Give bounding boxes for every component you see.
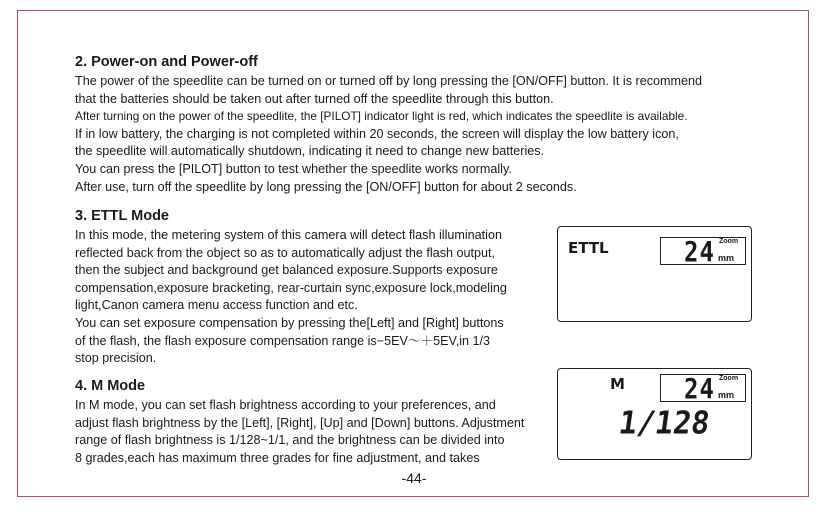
- body-line: You can set exposure compensation by pressing the[Left] and [Right] buttons: [75, 315, 504, 330]
- section-heading-m: 4. M Mode: [75, 378, 146, 394]
- body-line: of the flash, the flash exposure compensation range is−5EV～＋5EV,in 1/3: [75, 333, 491, 348]
- body-line: the speedlite will automatically shutdown, indicating it need to change new batteries.: [75, 144, 545, 159]
- lcd-display-ettl: [557, 226, 752, 322]
- body-line: The power of the speedlite can be turned on or turned off by long pressing the [ON/OFF] button. It is recommend: [75, 74, 703, 88]
- page-number: -44-: [401, 470, 427, 486]
- body-line: light,Canon camera menu access function and etc.: [75, 298, 358, 313]
- body-line: You can press the [PILOT] button to test whether the speedlite works normally.: [75, 161, 512, 176]
- lcd-zoom-unit: mm: [718, 253, 735, 263]
- section-heading-power: 2. Power-on and Power-off: [75, 54, 258, 70]
- body-line: After turning on the power of the speedlite, the [PILOT] indicator light is red, which indicates the speedlite is available.: [75, 109, 688, 124]
- section-body-power: [75, 73, 702, 196]
- lcd-flash-power: 1/128: [616, 405, 712, 442]
- body-line: reflected back from the object so as to automatically adjust the flash output,: [75, 245, 496, 260]
- section-body-ettl: [75, 227, 507, 368]
- lcd-zoom-value: 24: [684, 235, 715, 269]
- lcd-display-manual: [557, 368, 752, 460]
- lcd-zoom-unit: mm: [718, 390, 735, 400]
- lcd-mode-label: ETTL: [568, 239, 609, 257]
- body-line: adjust flash brightness by the [Left], [Right], [Up] and [Down] buttons. Adjustment: [75, 415, 525, 430]
- lcd-zoom-label: Zoom: [719, 238, 739, 245]
- section-heading-ettl: 3. ETTL Mode: [75, 208, 169, 224]
- body-line: stop precision.: [75, 351, 157, 366]
- lcd-zoom-value: 24: [684, 372, 715, 406]
- body-line: 8 grades,each has maximum three grades for fine adjustment, and takes: [75, 450, 480, 465]
- lcd-zoom-label: Zoom: [719, 375, 739, 382]
- body-line: compensation,exposure bracketing, rear-curtain sync,exposure lock,modeling: [75, 280, 507, 295]
- body-line: In this mode, the metering system of this camera will detect flash illumination: [75, 228, 502, 242]
- body-line: then the subject and background get balanced exposure.Supports exposure: [75, 263, 498, 278]
- body-line: In M mode, you can set flash brightness according to your preferences, and: [75, 398, 496, 412]
- body-line: If in low battery, the charging is not completed within 20 seconds, the screen will display the low battery icon,: [75, 126, 679, 141]
- section-body-m: [75, 397, 524, 467]
- body-line: range of flash brightness is 1/128~1/1, and the brightness can be divided into: [75, 433, 505, 448]
- body-line: that the batteries should be taken out after turned off the speedlite through this button.: [75, 91, 554, 106]
- lcd-mode-label: M: [610, 375, 625, 393]
- body-line: After use, turn off the speedlite by long pressing the [ON/OFF] button for about 2 seconds.: [75, 179, 577, 194]
